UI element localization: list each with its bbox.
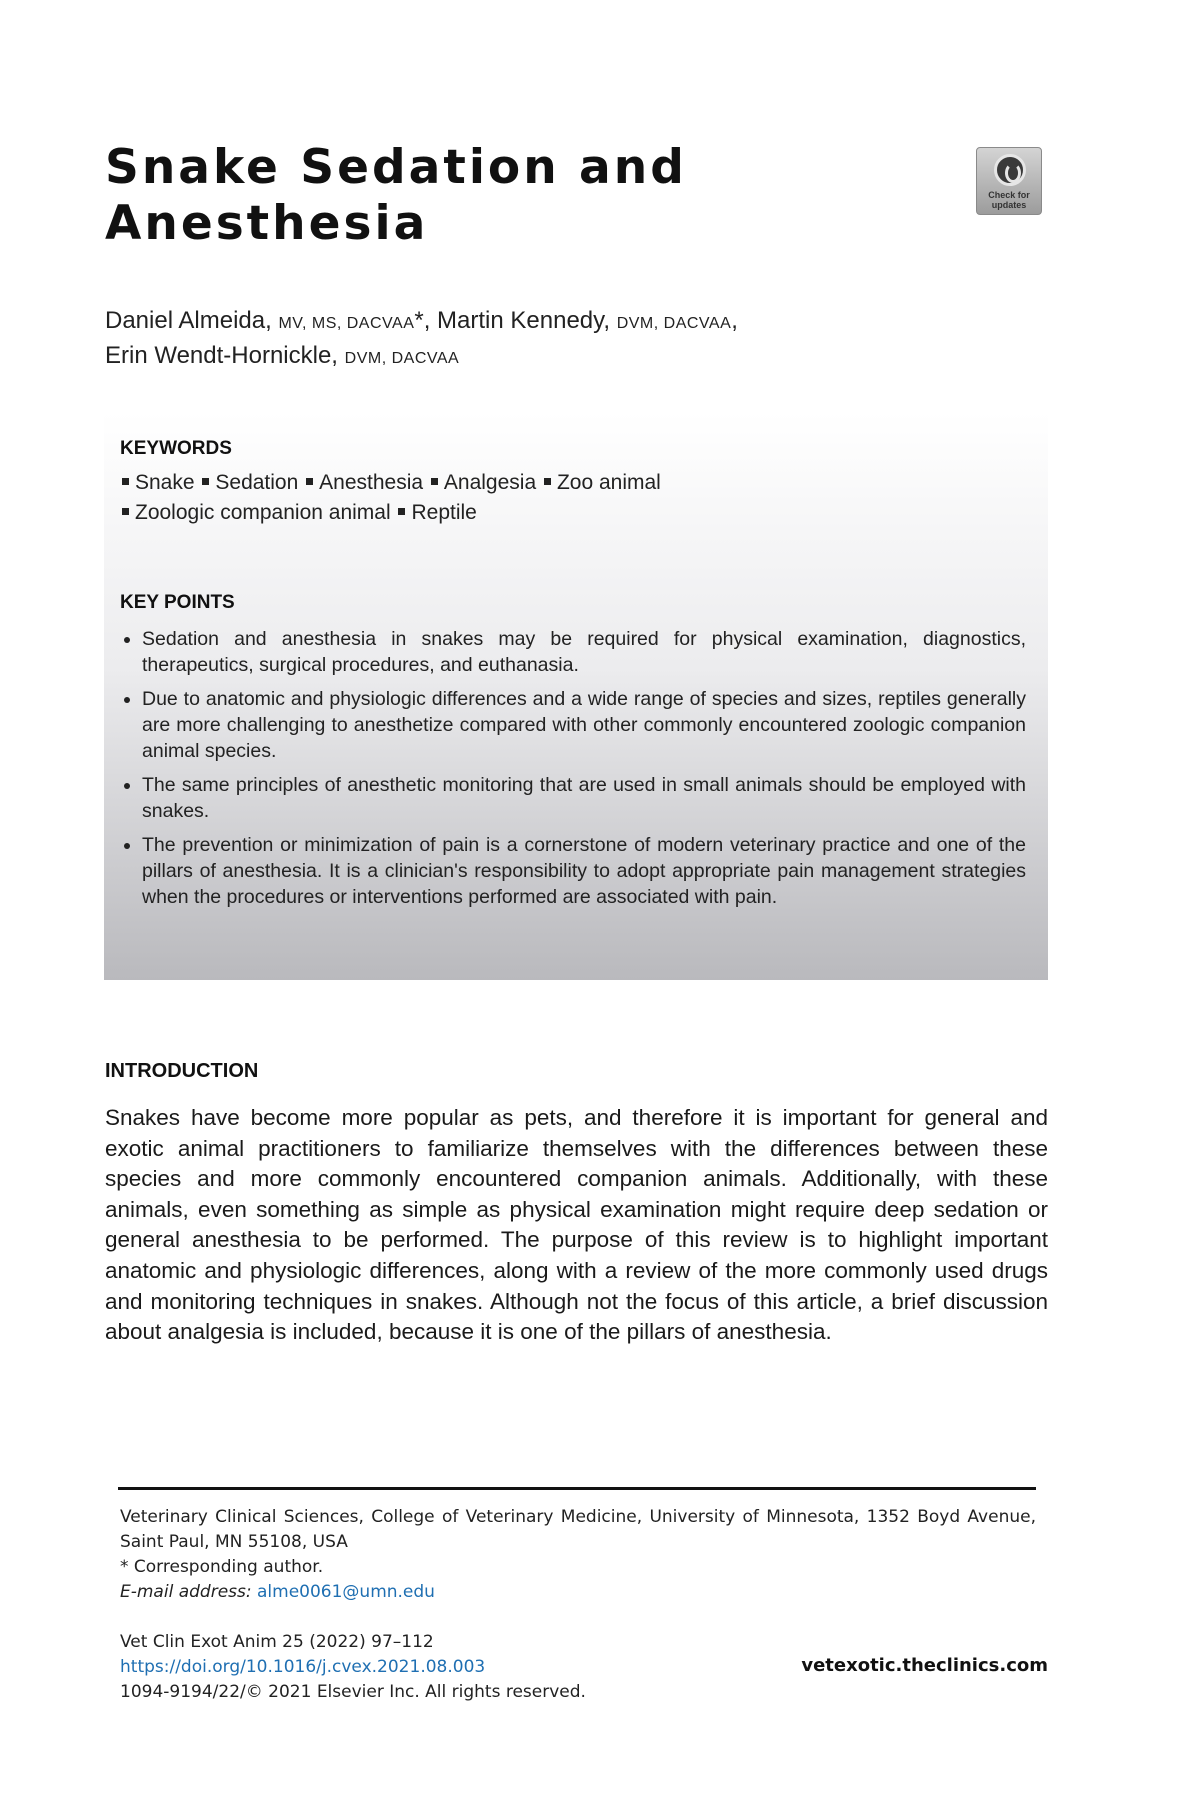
keyword: Analgesia (443, 471, 537, 494)
journal-citation: Vet Clin Exot Anim 25 (2022) 97–112 (120, 1632, 434, 1652)
keyword: Snake (135, 471, 195, 494)
author-affiliation: Veterinary Clinical Sciences, College of Veterinary Medicine, University of Minnesota, 1352 Boyd Avenue, Saint Paul, MN 55108, USA (120, 1507, 1036, 1552)
keyword: Sedation (215, 471, 299, 494)
keyword: Zoo animal (556, 471, 661, 494)
square-bullet-icon (306, 478, 313, 485)
article-title-line-1: Snake Sedation and (105, 140, 687, 195)
key-point-item: Sedation and anesthesia in snakes may be required for physical examination, diagnostics, therapeutics, surgical procedures, and euthanasia. (120, 626, 1026, 678)
corresponding-author-mark: * (414, 307, 424, 334)
author-degrees: MV, MS, DACVAA (278, 315, 415, 332)
keyword: Zoologic companion animal (135, 501, 391, 524)
journal-website[interactable]: vetexotic.theclinics.com (801, 1655, 1048, 1676)
author-degrees: DVM, DACVAA (344, 350, 460, 367)
square-bullet-icon (398, 508, 405, 515)
corresponding-author-note: * Corresponding author. (120, 1557, 324, 1577)
author-line-2 (105, 340, 1005, 375)
key-point-item: The prevention or minimization of pain is a cornerstone of modern veterinary practice and one of the pillars of anesthesia. It is a clinician's responsibility to adopt appropriate pain management strategies when the procedures or interventions performed are associated with pain. (120, 832, 1026, 910)
keywords-line-2 (120, 498, 1020, 528)
square-bullet-icon (431, 478, 438, 485)
key-point-item: The same principles of anesthetic monitoring that are used in small animals should be employed with snakes. (120, 772, 1026, 824)
introduction-paragraph: Snakes have become more popular as pets, and therefore it is important for general and exotic animal practitioners to familiarize themselves with the differences between these species and more commonly encountered companion animals. Additionally, with these animals, even something as simple as physical examination might require deep sedation or general anesthesia to be performed. The purpose of this review is to highlight important anatomic and physiologic differences, along with a review of the more commonly used drugs and monitoring techniques in snakes. Although not the focus of this article, a brief discussion about analgesia is included, because it is one of the pillars of anesthesia. (105, 1105, 1048, 1345)
doi-link[interactable]: https://doi.org/10.1016/j.cvex.2021.08.003 (120, 1657, 486, 1677)
email-link[interactable]: alme0061@umn.edu (257, 1582, 435, 1602)
keywords-heading: KEYWORDS (120, 438, 232, 459)
author-line-1 (105, 305, 1005, 340)
check-for-updates-badge[interactable] (976, 147, 1042, 215)
author-name: Erin Wendt-Hornickle, (105, 342, 345, 369)
email-line (120, 1580, 1036, 1605)
square-bullet-icon (202, 478, 209, 485)
check-for-updates-label: Check for updates (988, 190, 1030, 210)
author-degrees: DVM, DACVAA (616, 315, 732, 332)
square-bullet-icon (122, 478, 129, 485)
key-point-item: Due to anatomic and physiologic differences and a wide range of species and sizes, reptiles generally are more challenging to anesthetize compared with other commonly encountered zoologic companion animal species. (120, 686, 1026, 764)
introduction-heading: INTRODUCTION (105, 1060, 259, 1082)
keyword: Reptile (411, 501, 477, 524)
email-label: E-mail address: (120, 1582, 252, 1602)
keywords-line-1 (120, 468, 1020, 498)
key-points-heading: KEY POINTS (120, 592, 235, 613)
keywords-list (120, 468, 1020, 528)
author-list (105, 305, 1005, 375)
author-separator: , (731, 307, 738, 334)
key-points-list (120, 626, 1026, 918)
author-name: Daniel Almeida, (105, 307, 279, 334)
keywords-keypoints-box (104, 412, 1048, 980)
footnote-divider (118, 1487, 1036, 1490)
article-title (105, 140, 745, 252)
copyright-line: 1094-9194/22/© 2021 Elsevier Inc. All rights reserved. (120, 1682, 586, 1702)
check-updates-icon (994, 154, 1026, 186)
article-title-line-2: Anesthesia (105, 196, 429, 251)
keyword: Anesthesia (319, 471, 424, 494)
author-name: Martin Kennedy, (437, 307, 617, 334)
square-bullet-icon (122, 508, 129, 515)
author-separator: , (423, 307, 438, 334)
square-bullet-icon (544, 478, 551, 485)
